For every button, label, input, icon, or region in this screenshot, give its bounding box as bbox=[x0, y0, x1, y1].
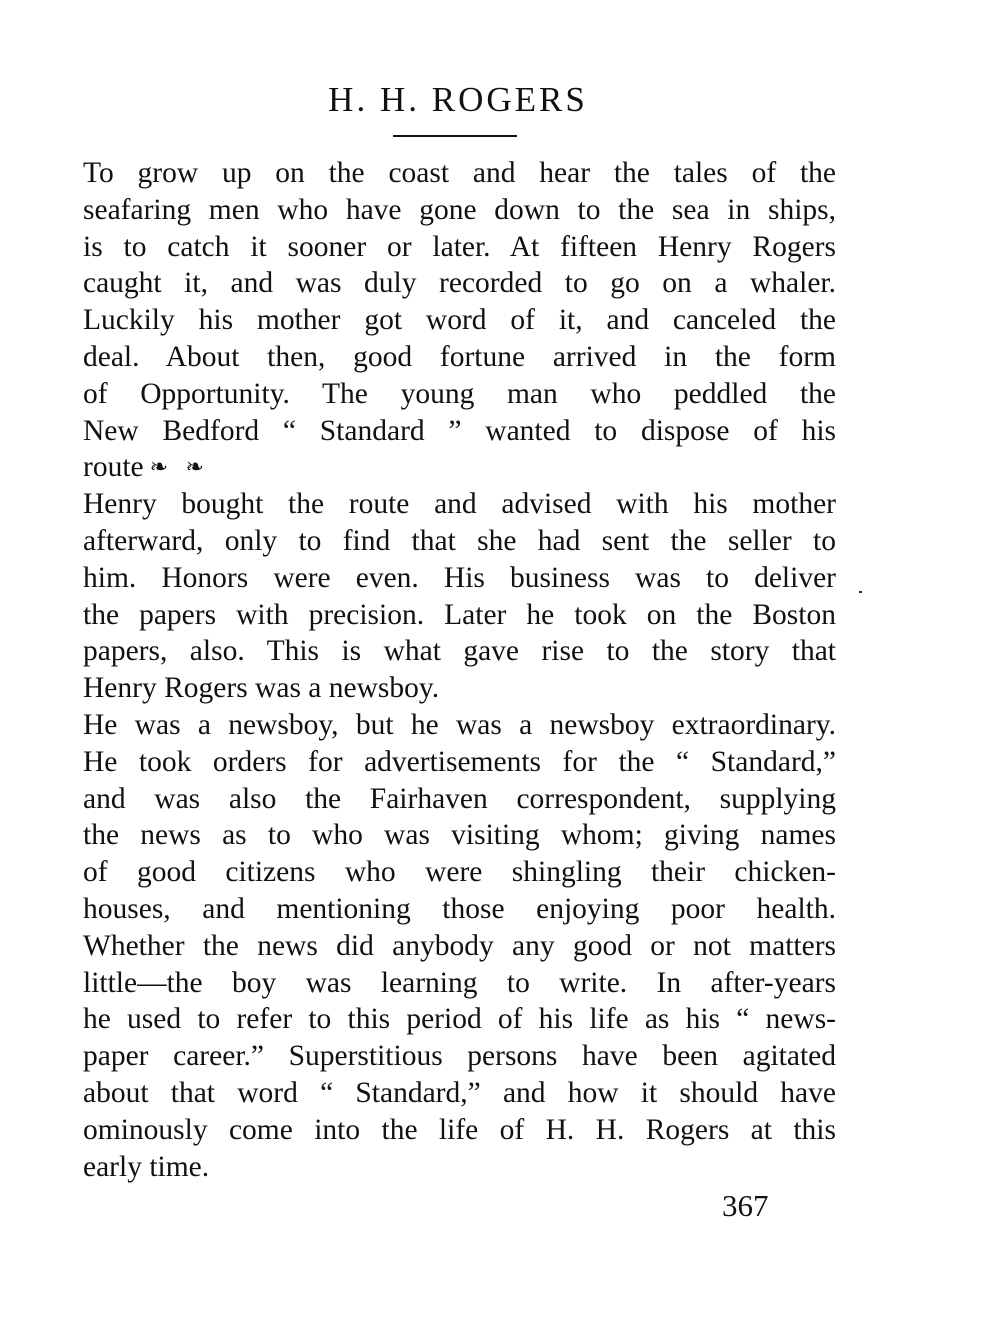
body-text bbox=[83, 155, 836, 1185]
text-line: deal. About then, good fortune arrived in the form bbox=[83, 340, 836, 373]
text-line: caught it, and was duly recorded to go on a whaler. bbox=[83, 267, 836, 300]
text-line: He took orders for advertisements for the “ Standard,” bbox=[83, 745, 836, 778]
text-line: To grow up on the coast and hear the tales of the bbox=[83, 157, 836, 189]
page-number: 367 bbox=[722, 1188, 769, 1223]
text-line: and was also the Fairhaven correspondent, supplying bbox=[83, 782, 836, 815]
text-line: seafaring men who have gone down to the sea in ships, bbox=[83, 193, 836, 226]
text-line: of Opportunity. The young man who peddled the bbox=[83, 377, 836, 410]
header-rule bbox=[393, 135, 517, 137]
text-line: is to catch it sooner or later. At fifteen Henry Rogers bbox=[83, 230, 836, 263]
running-header: H. H. ROGERS bbox=[328, 80, 588, 119]
text-line-with-ornament bbox=[83, 449, 836, 486]
text-line: papers, also. This is what gave rise to the story that bbox=[83, 635, 836, 668]
print-speck bbox=[859, 591, 862, 593]
text-line: paper career.” Superstitious persons have been agitated bbox=[83, 1040, 836, 1073]
leaf-ornament-icon: ❧ ❧ bbox=[149, 454, 210, 480]
text-line: Whether the news did anybody any good or not matters bbox=[83, 929, 836, 962]
text-line: Luckily his mother got word of it, and canceled the bbox=[83, 304, 836, 337]
text-line: houses, and mentioning those enjoying poor health. bbox=[83, 892, 836, 925]
text-line: early time. bbox=[83, 1150, 210, 1183]
text-line: Henry Rogers was a newsboy. bbox=[83, 672, 440, 705]
text-line: route bbox=[83, 451, 144, 484]
text-line: he used to refer to this period of his life as his “ news- bbox=[83, 1003, 836, 1036]
text-line: little—the boy was learning to write. In after-years bbox=[83, 966, 836, 999]
text-line: the news as to who was visiting whom; giving names bbox=[83, 819, 836, 852]
text-line: of good citizens who were shingling their chicken- bbox=[83, 856, 836, 889]
text-line: about that word “ Standard,” and how it should have bbox=[83, 1076, 836, 1109]
paragraph-2 bbox=[83, 486, 836, 707]
paragraph-1 bbox=[83, 155, 836, 486]
text-line: afterward, only to find that she had sent the seller to bbox=[83, 524, 836, 557]
text-line: Henry bought the route and advised with his mother bbox=[83, 488, 836, 521]
text-line: the papers with precision. Later he took on the Boston bbox=[83, 598, 836, 631]
text-line: He was a newsboy, but he was a newsboy extraordinary. bbox=[83, 708, 836, 741]
text-line: New Bedford “ Standard ” wanted to dispose of his bbox=[83, 414, 836, 447]
text-line: ominously come into the life of H. H. Rogers at this bbox=[83, 1113, 836, 1146]
text-line: him. Honors were even. His business was to deliver bbox=[83, 561, 836, 594]
paragraph-3 bbox=[83, 707, 836, 1185]
